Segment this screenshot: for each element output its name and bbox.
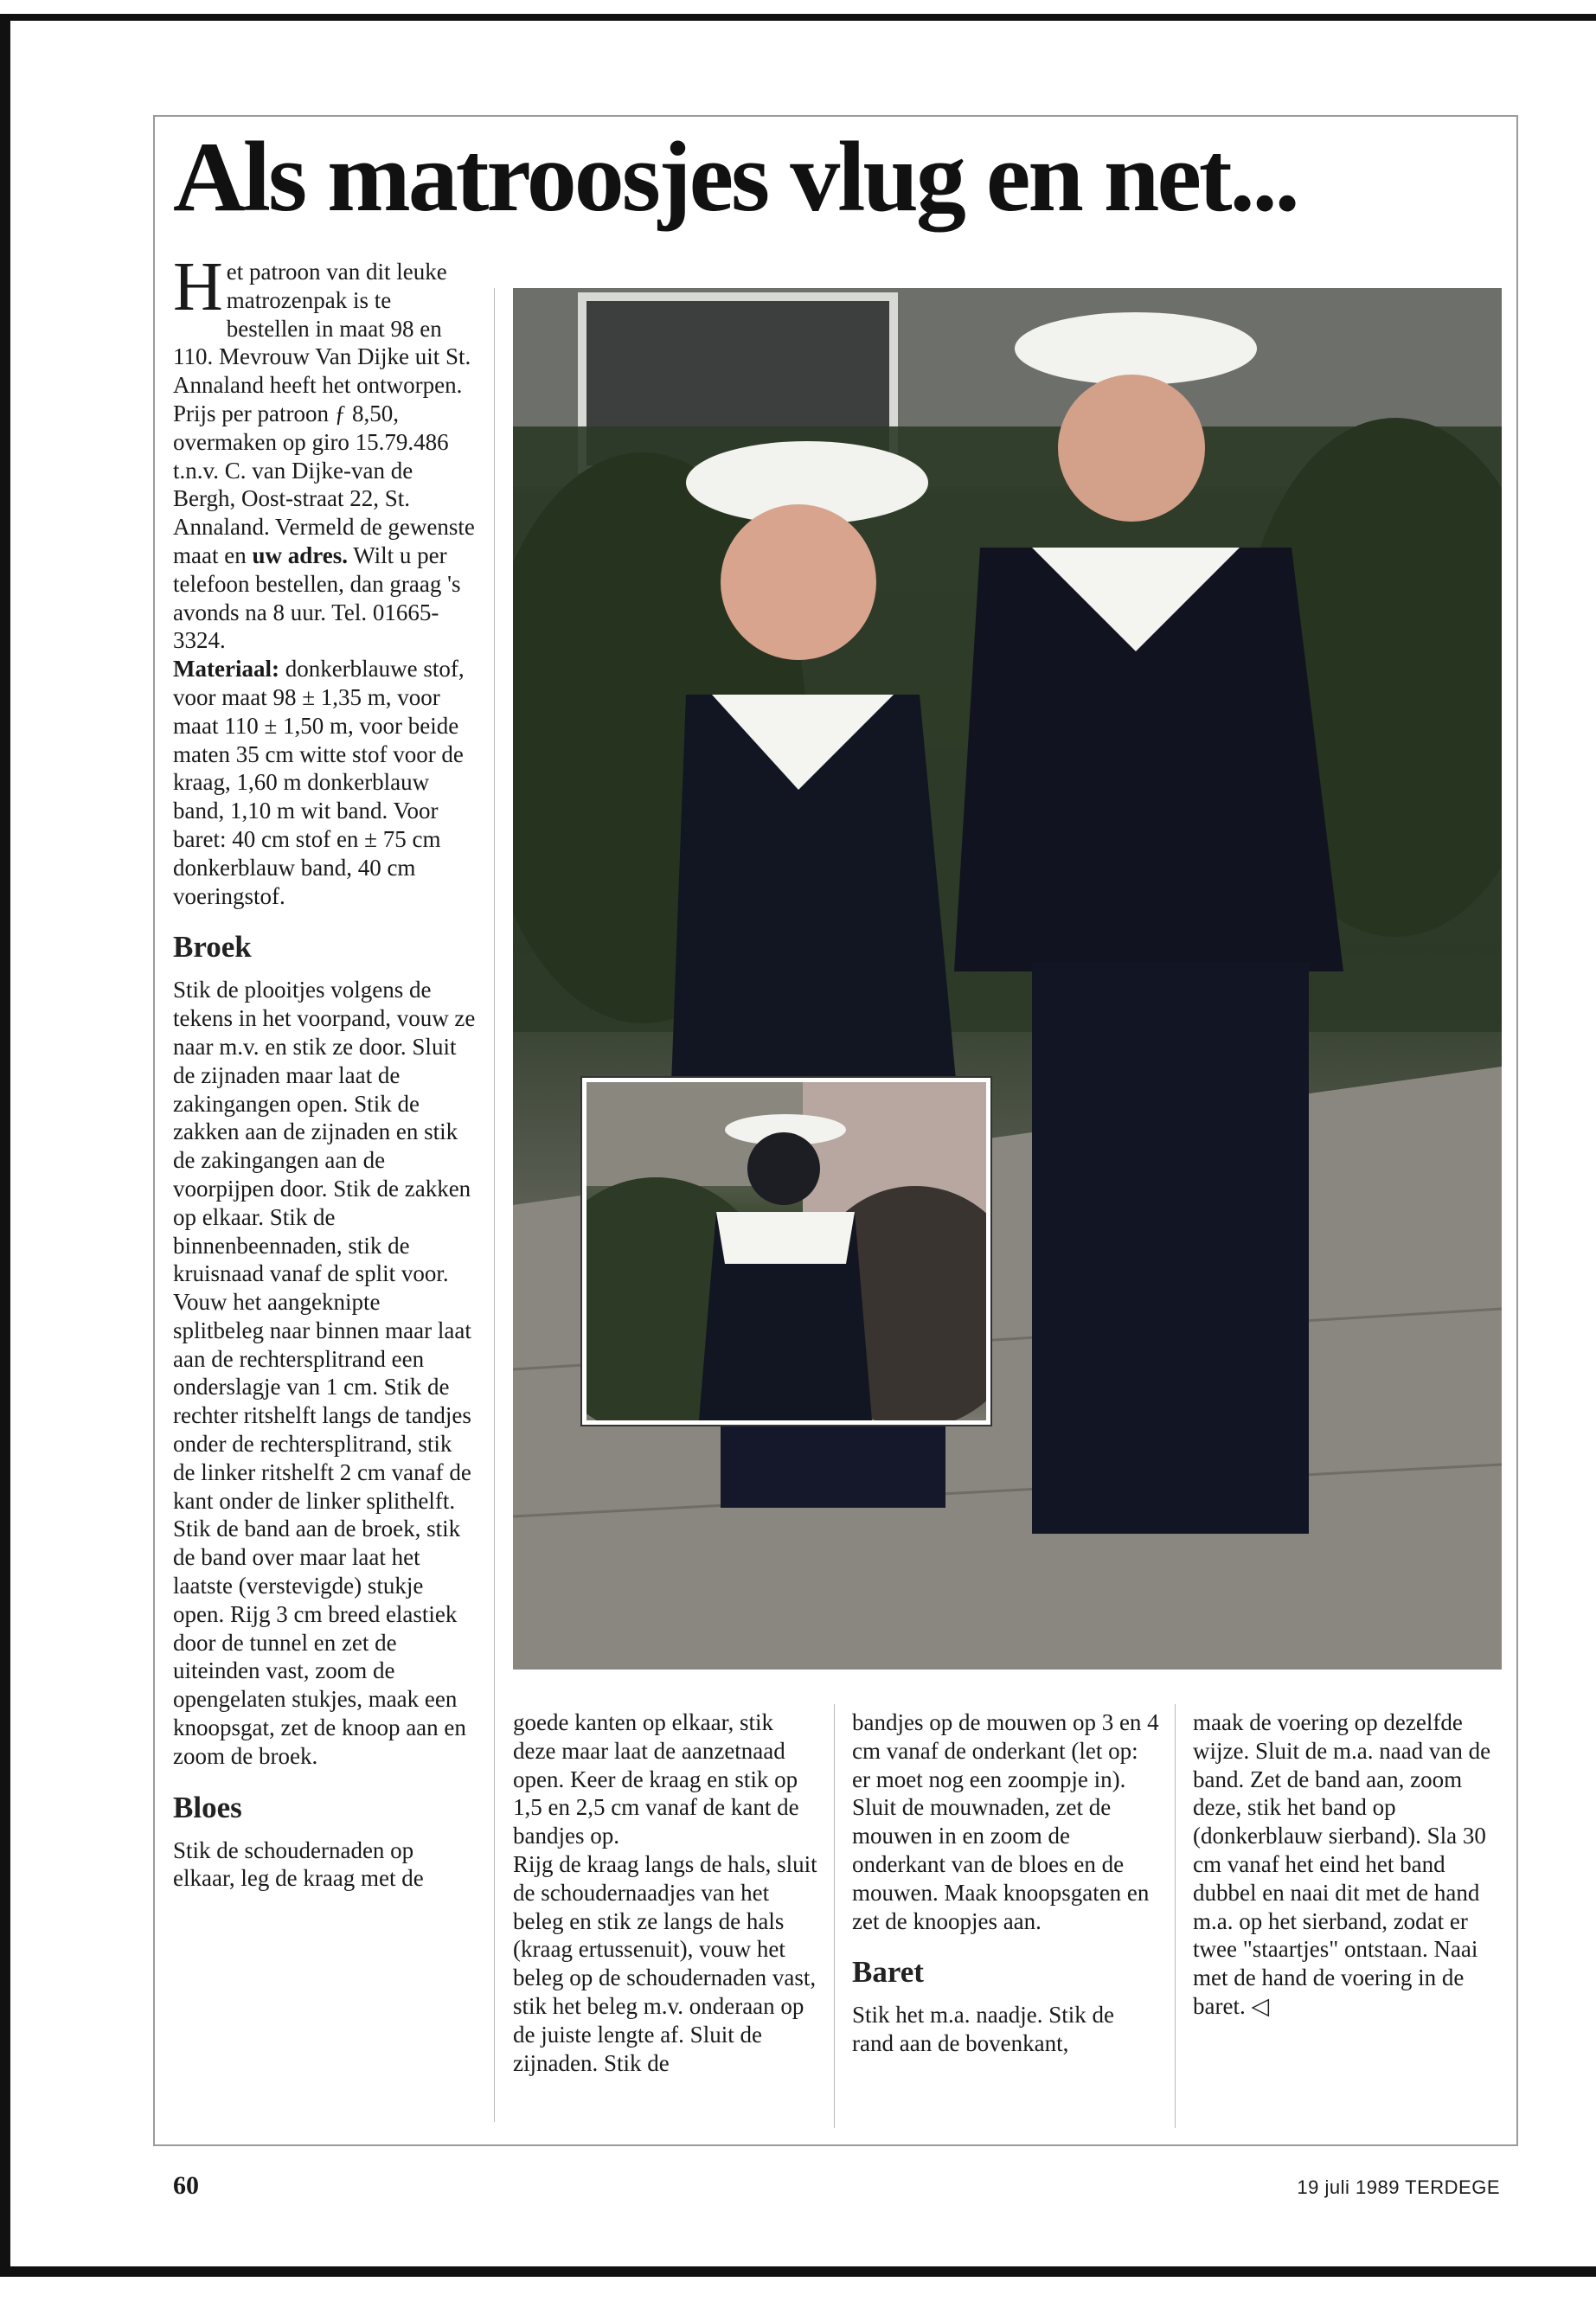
inset-illustration (586, 1082, 986, 1420)
broek-text: Stik de plooitjes volgens de tekens in het voorpand, vouw ze naar m.v. en stik ze door. Sluit de zijnaden maar laat de zakingangen open. Stik de zakken aan de zijnaden en stik de zakingangen aan de voorpijpen door. Stik de zakken op elkaar. Stik de binnenbeennaden, stik de kruisnaad vanaf de split voor. Vouw het aangeknipte splitbeleg naar binnen maar laat aan de rechtersplitrand een onderslagje van 1 cm. Stik de rechter ritshelft langs de tandjes onder de rechtersplitrand, stik de linker ritshelft 2 cm vanaf de kant onder de linker splithelft. Stik de band aan de broek, stik de band over maar laat het laatste (verstevigde) stukje open. Rijg 3 cm breed elastiek door de tunnel en zet de uiteinden vast, zoom de opengelaten stukjes, maak een knoopsgat, zet de knoop aan en zoom de broek. (173, 977, 476, 1769)
col2-text-a: goede kanten op elkaar, stik deze maar laat de aanzetnaad open. Keer de kraag en stik op 1,5 en 2,5 cm vanaf de kant de bandjes op. (513, 1709, 799, 1849)
intro-text-2: Wilt u per telefoon bestellen, dan graag 's avonds na 8 uur. Tel. 01665-3324. (173, 542, 461, 654)
intro-paragraph (173, 249, 476, 655)
heading-bloes: Bloes (173, 1790, 242, 1824)
column-rule-3 (1175, 1704, 1176, 2128)
column-2 (513, 1708, 820, 2077)
col4-paragraph (1193, 1708, 1496, 2021)
materials-text: donkerblauwe stof, voor maat 98 ± 1,35 m, voor maat 110 ± 1,50 m, voor beide maten 35 cm witte stof voor de kraag, 1,60 m donkerblauw band, 1,10 m wit band. Voor baret: 40 cm stof en ± 75 cm donkerblauw band, 40 cm voeringstof. (173, 656, 465, 909)
page-number: 60 (173, 2171, 199, 2200)
heading-baret: Baret (852, 1955, 924, 1990)
drop-cap: H (173, 249, 223, 325)
column-3 (852, 1708, 1159, 2058)
inset-photo (582, 1078, 990, 1425)
photo-illustration (513, 288, 1502, 1670)
end-mark: ◁ (1251, 1992, 1270, 2019)
top-border (0, 14, 1596, 21)
column-rule-1 (494, 288, 495, 2122)
intro-text-1: et patroon van dit leuke matrozenpak is te bestellen in maat 98 en 110. Mevrouw Van Dijke uit St. Annaland heeft het ontworpen. Prijs per patroon ƒ 8,50, overmaken op giro 15.79.486 t.n.v. C. van Dijke-van de Bergh, Oost-straat 22, St. Annaland. Vermeld de gewenste maat en (173, 259, 475, 568)
col2-text-b: Rijg de kraag langs de hals, sluit de schoudernaadjes van het beleg en stik ze langs de hals (kraag ertussenuit), vouw het beleg op de schoudernaden vast, stik het beleg m.v. onderaan op de juiste lengte af. Sluit de zijnaden. Stik de (513, 1850, 817, 2076)
column-1 (173, 249, 476, 1893)
col3-text: bandjes op de mouwen op 3 en 4 cm vanaf de onderkant (let op: er moet nog een zoompje in). Sluit de mouwnaden, zet de mouwen in en zoom de onderkant van de bloes en de mouwen. Maak knoopsgaten en zet de knoopjes aan. (852, 1709, 1159, 1934)
materials-paragraph (173, 655, 476, 910)
heading-broek: Broek (173, 930, 252, 965)
bottom-border (0, 2266, 1596, 2277)
intro-address-bold: uw adres. (252, 542, 348, 568)
materials-label: Materiaal: (173, 656, 279, 683)
left-border (0, 14, 10, 2277)
baret-text: Stik het m.a. naadje. Stik de rand aan de bovenkant, (852, 2002, 1114, 2057)
column-4 (1193, 1708, 1496, 2021)
bloes-text-start: Stik de schoudernaden op elkaar, leg de kraag met de (173, 1836, 424, 1892)
col4-text: maak de voering op dezelfde wijze. Sluit de m.a. naad van de band. Zet de band aan, zoom deze, stik het band op (donkerblauw sierband). Sla 30 cm vanaf het eind het band dubbel en naai dit met de hand m.a. op het sierband, zodat er twee "staartjes" ontstaan. Naai met de hand de voering in de baret. (1193, 1709, 1491, 2019)
main-photo (513, 288, 1502, 1670)
article-title: Als matroosjes vlug en net... (173, 122, 1298, 233)
column-rule-2 (834, 1704, 835, 2128)
issue-line: 19 juli 1989 TERDEGE (1297, 2176, 1500, 2198)
